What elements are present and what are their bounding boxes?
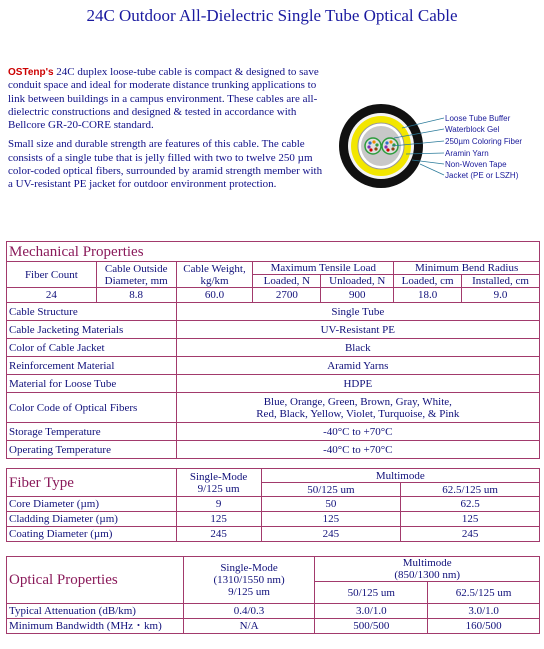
row-value: Single Tube [176, 303, 539, 321]
cell-mm2: 245 [401, 527, 540, 542]
row-label: Material for Loose Tube [7, 375, 177, 393]
cell-mm1: 125 [261, 512, 401, 527]
cell-mm2: 62.5 [401, 497, 540, 512]
value-fiber-count: 24 [7, 288, 97, 303]
fiber-mm2-header: 62.5/125 um [401, 483, 540, 497]
optical-mm1-header: 50/125 um [315, 582, 428, 604]
optical-properties-table [6, 556, 540, 634]
row-value: -40°C to +70°C [176, 441, 539, 459]
row-label: Cable Jacketing Materials [7, 321, 177, 339]
color-code-line-1: Blue, Orange, Green, Brown, Gray, White, [263, 395, 452, 408]
cell-sm: 9 [176, 497, 261, 512]
mechanical-heading: Mechanical Properties [7, 242, 540, 262]
cell-mm2: 125 [401, 512, 540, 527]
row-label: Storage Temperature [7, 423, 177, 441]
intro-paragraph-2: Small size and durable strength are features of this cable. The cable consists of a single tube that is jelly filled with two to twelve 250 µm color-coded optical fibers, surrounded by aramid strength member with a UV-resistant PE jacket for outdoor environment protection. [8, 138, 323, 191]
optical-mm-header [315, 557, 540, 582]
label-coloring-fiber: 250µm Coloring Fiber [445, 137, 523, 146]
optical-sm-label: Single-Mode [220, 562, 278, 574]
cell-mm2: 160/500 [428, 619, 540, 634]
value-unloaded-n: 900 [321, 288, 394, 303]
row-label: Operating Temperature [7, 441, 177, 459]
fiber-mm-header: Multimode [261, 469, 539, 483]
cell-sm: N/A [183, 619, 315, 634]
intro-text [8, 66, 326, 198]
cell-mm1: 3.0/1.0 [315, 604, 428, 619]
mechanical-properties-table [6, 241, 540, 459]
table-row-label: Coating Diameter (µm) [7, 527, 177, 542]
label-loose-tube-buffer: Loose Tube Buffer [445, 114, 511, 123]
cell-sm: 245 [176, 527, 261, 542]
optical-mm-wavelength: (850/1300 nm) [394, 569, 461, 581]
row-value: HDPE [176, 375, 539, 393]
label-waterblock-gel: Waterblock Gel [445, 125, 500, 134]
cell-sm: 0.4/0.3 [183, 604, 315, 619]
page-title: 24C Outdoor All-Dielectric Single Tube Optical Cable [86, 6, 458, 25]
header-loaded-cm: Loaded, cm [394, 275, 462, 288]
optical-sm-sub: 9/125 um [228, 586, 270, 598]
optical-mm-label: Multimode [402, 557, 452, 569]
header-unloaded-n: Unloaded, N [321, 275, 394, 288]
table-row-label: Typical Attenuation (dB/km) [7, 604, 184, 619]
fiber-sm-label: Single-Mode [189, 470, 248, 483]
cell-mm1: 245 [261, 527, 401, 542]
optical-heading: Optical Properties [7, 557, 184, 604]
color-code-line-2: Red, Black, Yellow, Violet, Turquoise, & Pink [256, 407, 460, 420]
header-cable-weight: Cable Weight, kg/km [176, 262, 253, 288]
label-aramin-yarn: Aramin Yarn [445, 149, 489, 158]
value-loaded-n: 2700 [253, 288, 321, 303]
brand-name: OSTenp's [8, 67, 54, 78]
table-row-label: Minimum Bandwidth (MHz・km) [7, 619, 184, 634]
header-outside-diameter: Cable Outside Diameter, mm [96, 262, 176, 288]
cell-mm2: 3.0/1.0 [428, 604, 540, 619]
header-tensile-load: Maximum Tensile Load [253, 262, 394, 275]
cell-sm: 125 [176, 512, 261, 527]
row-value: Black [176, 339, 539, 357]
cable-cross-section-diagram [334, 98, 544, 194]
row-value: UV-Resistant PE [176, 321, 539, 339]
cell-mm1: 50 [261, 497, 401, 512]
value-outside-diameter: 8.8 [96, 288, 176, 303]
optical-sm-header [183, 557, 315, 604]
fiber-type-table [6, 468, 540, 542]
row-label: Cable Structure [7, 303, 177, 321]
optical-sm-wavelength: (1310/1550 nm) [213, 574, 285, 586]
header-loaded-n: Loaded, N [253, 275, 321, 288]
row-value: Aramid Yarns [176, 357, 539, 375]
fiber-sm-header [176, 469, 261, 497]
label-non-woven-tape: Non-Woven Tape [445, 160, 507, 169]
row-value-color-code [176, 393, 539, 423]
row-label: Color Code of Optical Fibers [7, 393, 177, 423]
intro-paragraph-1 [8, 66, 326, 132]
label-jacket: Jacket (PE or LSZH) [445, 171, 519, 180]
fiber-mm1-header: 50/125 um [261, 483, 401, 497]
fiber-bundle-left [365, 138, 381, 154]
header-fiber-count: Fiber Count [7, 262, 97, 288]
value-loaded-cm: 18.0 [394, 288, 462, 303]
header-bend-radius: Minimum Bend Radius [394, 262, 540, 275]
value-cable-weight: 60.0 [176, 288, 253, 303]
intro-p1-text: 24C duplex loose-tube cable is compact & designed to save conduit space and ideal for moderate distance trunking applications to link between buildings in a campus environment. These cables are all-dielectric constructions and designed & tested in accordance with Bellcore GR-20-CORE standard. [8, 66, 319, 132]
cell-mm1: 500/500 [315, 619, 428, 634]
table-row-label: Cladding Diameter (µm) [7, 512, 177, 527]
fiber-type-heading: Fiber Type [7, 469, 177, 497]
row-label: Reinforcement Material [7, 357, 177, 375]
value-installed-cm: 9.0 [462, 288, 540, 303]
row-value: -40°C to +70°C [176, 423, 539, 441]
optical-mm2-header: 62.5/125 um [428, 582, 540, 604]
header-installed-cm: Installed, cm [462, 275, 540, 288]
row-label: Color of Cable Jacket [7, 339, 177, 357]
table-row-label: Core Diameter (µm) [7, 497, 177, 512]
fiber-sm-sub: 9/125 um [197, 482, 240, 495]
